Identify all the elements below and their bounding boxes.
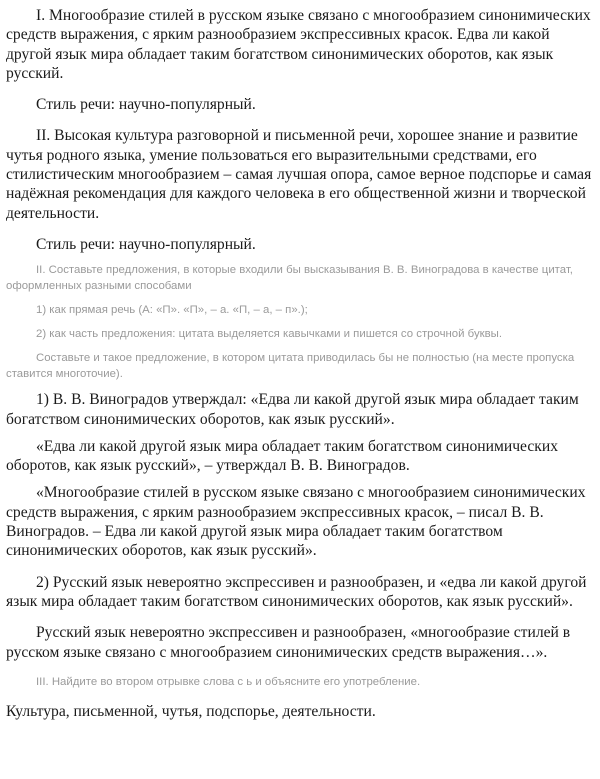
answer-2: «Едва ли какой другой язык мира обладает таким богатством синонимических оборотов, как язык русский», – утверждал В. В. Виноградов.: [6, 437, 558, 475]
style-label-2: Стиль речи: научно-популярный.: [36, 235, 256, 253]
style-label-1: Стиль речи: научно-популярный.: [36, 96, 256, 114]
answer-4: 2) Русский язык невероятно экспрессивен и разнообразен, и «едва ли какой другой язык мира обладает таким богатством синонимических оборотов, как язык русский».: [6, 573, 587, 610]
paragraph-1: I. Многообразие стилей в русском языке связано с многообразием синонимических средств выражения, с ярким разнообразием экспрессивных красок. Едва ли какой другой язык мира обладает таким богатством синонимических оборотов, как язык русский.: [6, 7, 591, 82]
task-2-option-2: 2) как часть предложения: цитата выделяется кавычками и пишется со строчной буквы.: [36, 328, 503, 341]
task-3-instruction: III. Найдите во втором отрывке слова с ь и объясните его употребление.: [36, 675, 421, 688]
paragraph-2: II. Высокая культура разговорной и письменной речи, хорошее знание и развитие чутья родного языка, умение пользоваться его выразительными средствами, его стилистическим многообразием – самая лучшая опора, самое верное подспорье и самая надёжная рекомендация для каждого человека в его общественной жизни и творческой деятельности.: [6, 127, 592, 222]
answer-5: Русский язык невероятно экспрессивен и разнообразен, «многообразие стилей в русском языке связано с многообразием синонимических средств выражения…».: [6, 624, 571, 661]
task-2-option-1: 1) как прямая речь (А: «П». «П», – а. «П, – а, – п».);: [36, 304, 308, 317]
task-2-extra: Составьте и такое предложение, в котором цитата приводилась бы не полностью (на месте пропуска ставится многоточие).: [6, 352, 575, 381]
task-2-instruction: II. Составьте предложения, в которые входили бы высказывания В. В. Виноградова в качестве цитат, оформленных разными способами: [6, 264, 573, 293]
answer-3: «Многообразие стилей в русском языке связано с многообразием синонимических средств выражения, с ярким разнообразием экспрессивных красок, – писал В. В. Виноградов. – Едва ли какой другой язык мира обладает таким богатством синонимических оборотов, как язык русский».: [6, 484, 586, 560]
final-answer: Культура, письменной, чутья, подспорье, деятельности.: [6, 702, 376, 720]
answer-1: 1) В. В. Виноградов утверждал: «Едва ли какой другой язык мира обладает таким богатством синонимических оборотов, как язык русский».: [6, 391, 579, 428]
